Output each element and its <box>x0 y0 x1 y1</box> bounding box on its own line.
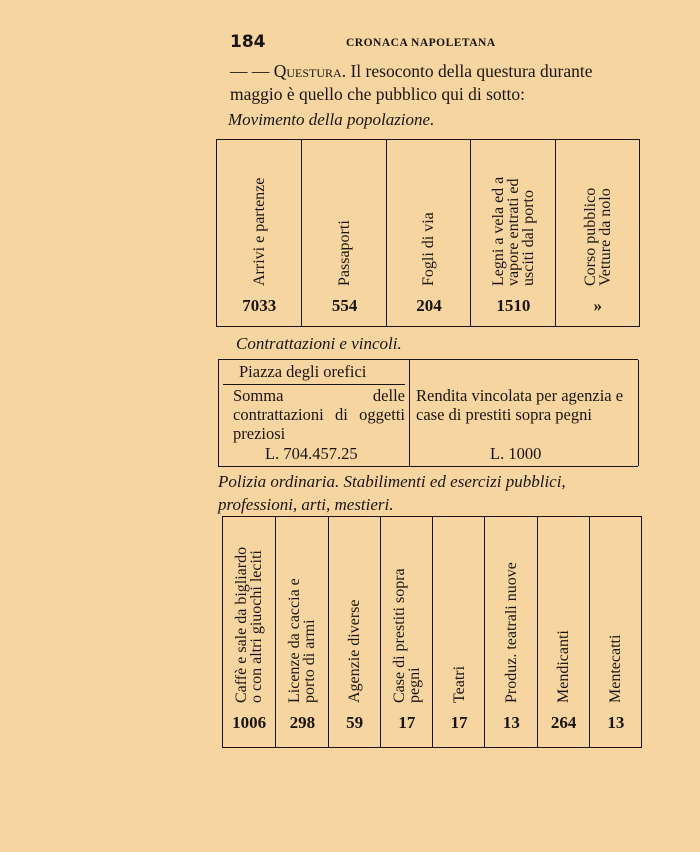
population-table <box>216 139 640 327</box>
police-column-header-1 <box>234 523 264 703</box>
police-column-6 <box>484 517 537 747</box>
population-column-2 <box>301 140 386 326</box>
police-header-line: o con altri giuochi leciti <box>248 550 266 703</box>
population-header-line: Passaporti <box>336 220 354 286</box>
population-value: 7033 <box>242 296 277 315</box>
population-value: 204 <box>416 296 442 315</box>
population-column-3 <box>386 140 471 326</box>
police-header-line: Mendicanti <box>555 630 573 703</box>
police-column-header-3 <box>347 523 362 703</box>
police-column-2 <box>275 517 328 747</box>
police-header-line: pegni <box>405 667 423 703</box>
contracts-left-amount: L. 704.457.25 <box>265 444 358 463</box>
section2-title: Contrattazioni e vincoli. <box>236 334 402 353</box>
intro-text: . Il resoconto della questura durante maggio è quello che pubblico qui di sotto: <box>230 61 593 104</box>
contracts-left-head: Piazza degli orefici <box>239 362 367 381</box>
contracts-left-desc: Somma delle contrattazioni di oggetti preziosi <box>233 386 405 443</box>
population-column-1 <box>217 140 301 326</box>
police-header-line: porto di armi <box>301 619 319 703</box>
police-column-header-7 <box>556 523 571 703</box>
police-column-header-6 <box>504 523 519 703</box>
population-header-line: Corso pubblico <box>581 187 599 286</box>
police-header-line: Case di prestiti sopra <box>390 568 408 703</box>
police-column-header-2 <box>287 523 317 703</box>
police-value: 17 <box>398 713 416 732</box>
police-header-line: Licenze da caccia e <box>286 578 304 703</box>
population-column-4 <box>470 140 555 326</box>
population-column-header-4 <box>491 146 536 286</box>
police-value: 13 <box>502 713 520 732</box>
running-head: CRONACA NAPOLETANA <box>346 37 496 49</box>
intro-dash: — — <box>230 61 270 81</box>
population-column-5 <box>555 140 640 326</box>
police-value: 59 <box>346 713 364 732</box>
page-number: 184 <box>230 32 266 52</box>
contracts-right-column <box>408 360 639 466</box>
population-value: 1510 <box>496 296 531 315</box>
police-value: 264 <box>550 713 577 732</box>
police-column-1 <box>223 517 275 747</box>
police-column-4 <box>380 517 433 747</box>
police-value: 17 <box>450 713 468 732</box>
police-table <box>222 516 642 748</box>
section1-title: Movimento della popolazione. <box>228 110 435 129</box>
police-header-line: Teatri <box>450 665 468 703</box>
population-column-header-3 <box>421 146 436 286</box>
police-header-line: Caffè e sale da bigliardo <box>233 546 251 703</box>
police-column-7 <box>537 517 590 747</box>
contracts-right-desc: Rendita vincolata per agenzia e case di prestiti sopra pegni <box>416 386 624 424</box>
police-column-header-4 <box>392 523 422 703</box>
police-header-line: Agenzie diverse <box>346 599 364 703</box>
police-value: 1006 <box>232 713 267 732</box>
police-column-3 <box>328 517 381 747</box>
population-value: 554 <box>331 296 358 315</box>
intro-label: Questura <box>273 61 342 81</box>
police-header-line: Produz. teatrali nuove <box>502 562 520 703</box>
population-value: » <box>593 296 603 315</box>
police-value: 13 <box>607 713 625 732</box>
population-header-line: vapore entrati ed <box>504 178 522 286</box>
population-header-line: Arrivi e partenze <box>250 177 268 286</box>
police-column-5 <box>432 517 485 747</box>
population-header-line: Legni a vela ed a <box>489 176 507 286</box>
contracts-left-column <box>218 360 410 466</box>
police-column-8 <box>589 517 642 747</box>
police-value: 298 <box>289 713 316 732</box>
contracts-table <box>218 359 638 467</box>
intro-paragraph <box>230 60 642 106</box>
population-column-header-2 <box>337 146 352 286</box>
contracts-right-amount: L. 1000 <box>490 444 542 463</box>
population-header-line: Fogli di via <box>420 212 438 286</box>
contracts-head-divider <box>223 384 405 385</box>
section3-title: Polizia ordinaria. Stabilimenti ed esercizi pubblici, professioni, arti, mestieri. <box>218 472 566 514</box>
population-header-line: usciti dal porto <box>519 190 537 286</box>
population-header-line: Vetture da nolo <box>596 188 614 286</box>
police-header-line: Mentecatti <box>607 634 625 703</box>
police-column-header-5 <box>452 523 467 703</box>
population-column-header-1 <box>252 146 267 286</box>
population-column-header-5 <box>583 146 613 286</box>
police-column-header-8 <box>608 523 623 703</box>
